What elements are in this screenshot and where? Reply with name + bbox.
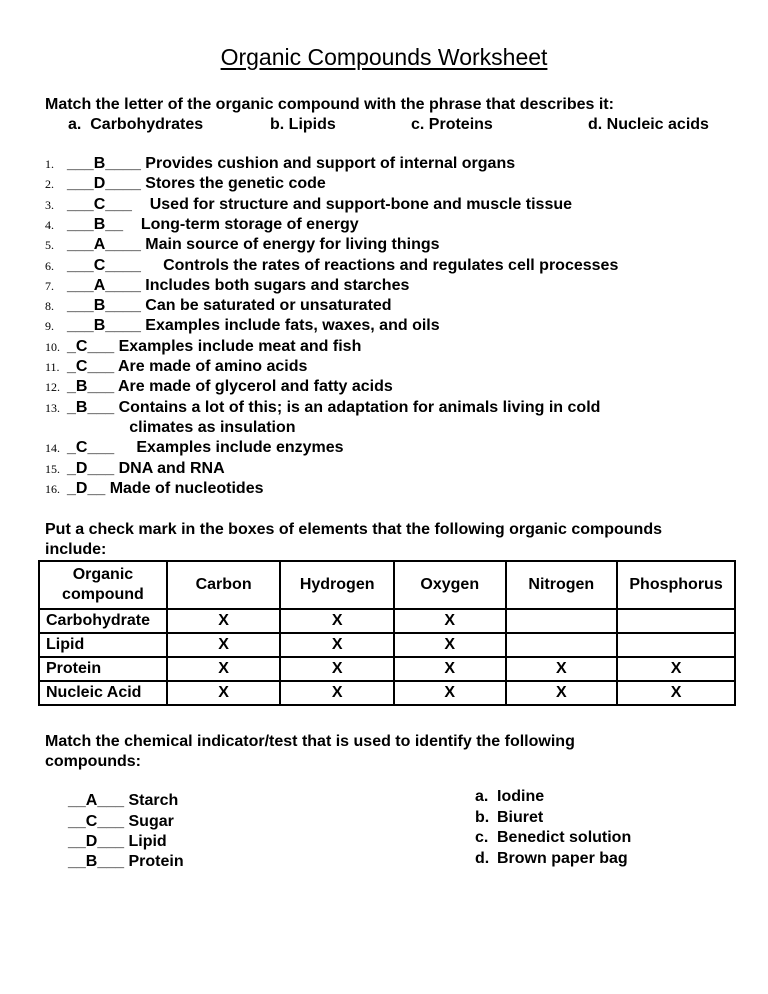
item-number: 11. xyxy=(45,360,60,374)
header-carbon: Carbon xyxy=(167,561,280,609)
table-cell: X xyxy=(280,609,394,633)
table-cell: X xyxy=(617,681,735,705)
item-text: ___B__ Long-term storage of energy xyxy=(67,215,359,233)
list-item xyxy=(45,175,326,195)
test-c-name: Benedict solution xyxy=(497,829,632,846)
item-number: 12. xyxy=(45,380,60,395)
test-a-letter: a. xyxy=(475,788,489,805)
section1-instruction: Match the letter of the organic compound with the phrase that describes it: xyxy=(45,96,614,113)
table-header-row xyxy=(39,561,735,609)
table-cell: X xyxy=(167,609,280,633)
item-text: _C___ Examples include enzymes xyxy=(67,439,344,457)
list-item xyxy=(45,460,225,480)
table-cell: X xyxy=(394,681,506,705)
item-text: _B___ Contains a lot of this; is an adaptation for animals living in cold xyxy=(67,398,601,416)
item-text: _D___ DNA and RNA xyxy=(67,459,225,477)
item-text: _C___ Examples include meat and fish xyxy=(67,337,362,355)
item-text: climates as insulation xyxy=(67,418,296,436)
list-item xyxy=(45,378,393,398)
item-text: ___B____ Examples include fats, waxes, and oils xyxy=(67,317,440,335)
table-row xyxy=(39,633,735,657)
table-row xyxy=(39,609,735,633)
item-number: 14. xyxy=(45,441,60,456)
answer-starch: __A___ Starch xyxy=(68,792,179,809)
table-cell: X xyxy=(167,633,280,657)
item-number: 5. xyxy=(45,238,54,253)
list-item xyxy=(45,439,344,459)
answer-lipid: __D___ Lipid xyxy=(68,833,167,850)
option-d: d. Nucleic acids xyxy=(588,116,709,133)
section3-instruction-line2: compounds: xyxy=(45,753,141,770)
table-row xyxy=(39,681,735,705)
table-cell: X xyxy=(280,633,394,657)
table-cell: X xyxy=(617,657,735,681)
table-cell xyxy=(617,609,735,633)
item-number: 9. xyxy=(45,319,54,334)
table-row xyxy=(39,657,735,681)
table-cell xyxy=(617,633,735,657)
list-item xyxy=(45,277,409,297)
option-a: a. Carbohydrates xyxy=(68,116,204,133)
test-c-letter: c. xyxy=(475,829,489,846)
item-text: ___A____ Includes both sugars and starches xyxy=(67,276,410,294)
row-name: Protein xyxy=(39,657,167,681)
header-organic-compound: Organic compound xyxy=(39,561,167,609)
list-item xyxy=(45,399,600,419)
header-hydrogen: Hydrogen xyxy=(280,561,394,609)
test-b-name: Biuret xyxy=(497,809,544,826)
item-text: _C___ Are made of amino acids xyxy=(67,358,308,375)
item-text: _B___ Are made of glycerol and fatty acids xyxy=(67,378,393,396)
item-number: 10. xyxy=(45,339,60,354)
option-b: b. Lipids xyxy=(270,116,336,133)
item-text: ___B____ Can be saturated or unsaturated xyxy=(67,297,392,315)
table-cell: X xyxy=(506,657,618,681)
item-number: 8. xyxy=(45,299,54,314)
test-d-name: Brown paper bag xyxy=(497,850,628,867)
item-text: ___D____ Stores the genetic code xyxy=(67,175,326,193)
table-cell: X xyxy=(394,609,506,633)
table-cell: X xyxy=(280,681,394,705)
item-number: 13. xyxy=(45,400,60,415)
header-oxygen: Oxygen xyxy=(394,561,506,609)
answer-protein: __B___ Protein xyxy=(68,853,184,870)
option-c: c. Proteins xyxy=(411,116,493,133)
row-name: Carbohydrate xyxy=(39,609,167,633)
test-a-name: Iodine xyxy=(497,788,545,805)
list-item xyxy=(45,358,307,378)
row-name: Nucleic Acid xyxy=(39,681,167,705)
item-text: ___C___ Used for structure and support-bone and muscle tissue xyxy=(67,195,573,213)
list-item xyxy=(45,297,392,317)
item-text: ___A____ Main source of energy for living things xyxy=(67,236,440,254)
list-item xyxy=(45,480,264,500)
list-item xyxy=(45,196,572,216)
table-cell: X xyxy=(394,657,506,681)
item-number: 6. xyxy=(45,258,54,273)
item-text: ___B____ Provides cushion and support of internal organs xyxy=(67,155,516,172)
section2-instruction-line2: include: xyxy=(45,541,107,558)
test-b-letter: b. xyxy=(475,809,490,826)
list-item xyxy=(45,338,361,358)
list-item xyxy=(45,317,440,337)
section2-instruction-line1: Put a check mark in the boxes of elements that the following organic compounds xyxy=(45,521,662,538)
list-item xyxy=(45,216,359,236)
test-d-letter: d. xyxy=(475,850,490,867)
table-cell: X xyxy=(280,657,394,681)
table-cell: X xyxy=(394,633,506,657)
table-cell: X xyxy=(167,657,280,681)
answer-sugar: __C___ Sugar xyxy=(68,813,174,830)
section3-instruction-line1: Match the chemical indicator/test that is used to identify the following xyxy=(45,733,575,750)
table-cell: X xyxy=(506,681,618,705)
table-cell xyxy=(506,609,618,633)
item-number: 2. xyxy=(45,177,54,192)
page-title: Organic Compounds Worksheet xyxy=(220,44,548,70)
item-number: 1. xyxy=(45,157,54,171)
table-cell xyxy=(506,633,618,657)
list-item xyxy=(45,155,515,175)
table-cell: X xyxy=(167,681,280,705)
item-text: ___C____ Controls the rates of reactions and regulates cell processes xyxy=(67,256,619,274)
item-number: 16. xyxy=(45,481,60,496)
item-number: 4. xyxy=(45,217,54,232)
list-item xyxy=(45,257,618,277)
header-phosphorus: Phosphorus xyxy=(617,561,735,609)
item-text: _D__ Made of nucleotides xyxy=(67,479,264,497)
item-number: 15. xyxy=(45,461,60,476)
list-item xyxy=(45,236,440,256)
list-item xyxy=(45,419,296,439)
item-number: 7. xyxy=(45,278,54,293)
elements-table xyxy=(38,560,736,706)
header-nitrogen: Nitrogen xyxy=(506,561,618,609)
row-name: Lipid xyxy=(39,633,167,657)
item-number: 3. xyxy=(45,197,54,212)
